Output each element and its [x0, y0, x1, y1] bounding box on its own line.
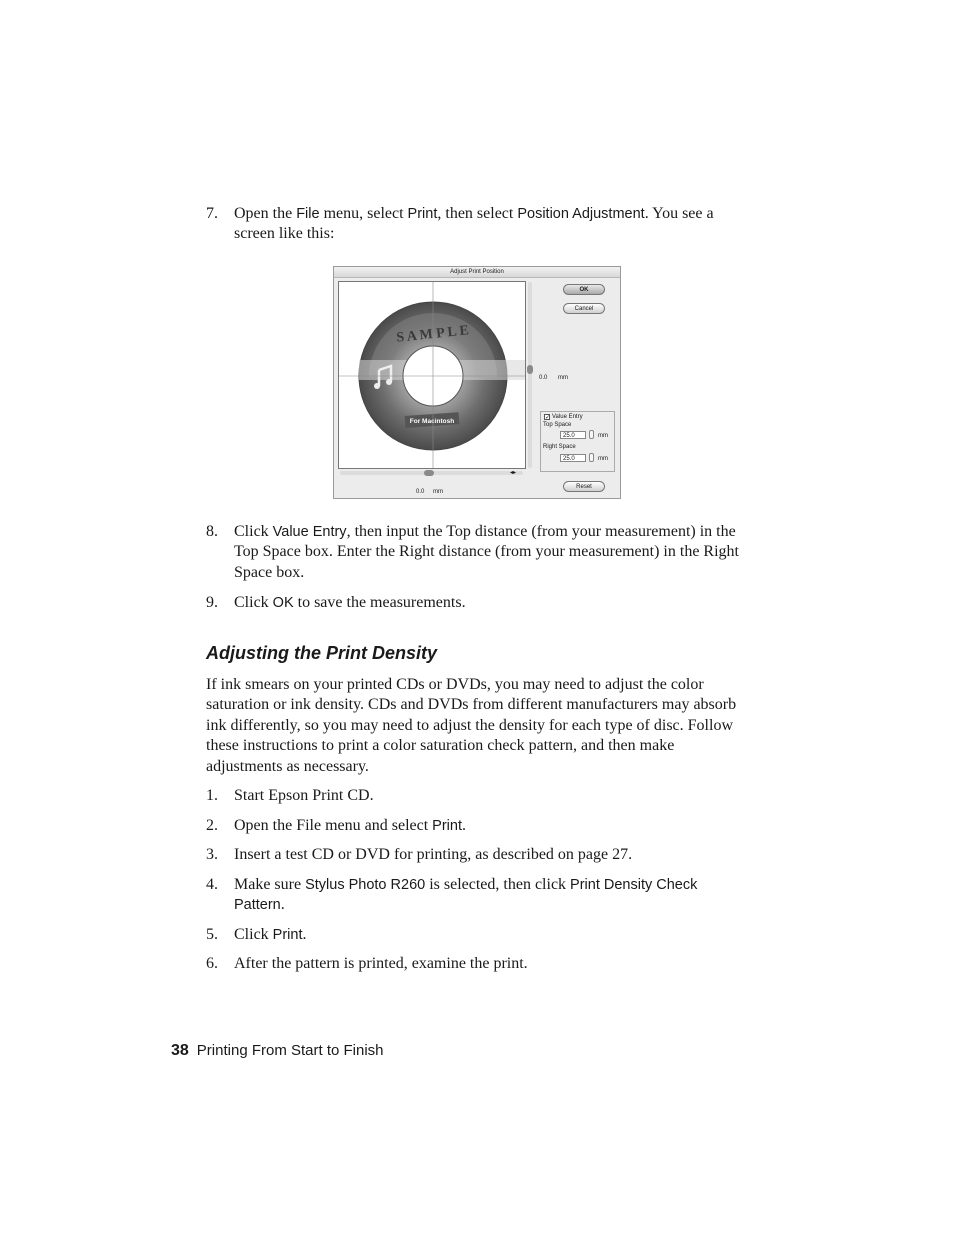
step-text: Start Epson Print CD.	[234, 787, 374, 804]
step-number: 9.	[206, 594, 218, 611]
top-space-label: Top Space	[543, 422, 572, 428]
step-8	[206, 522, 746, 583]
right-space-input[interactable]: 25.0	[560, 454, 586, 462]
step-text	[234, 593, 746, 613]
ui-term-print: Print	[407, 206, 438, 222]
ui-term-value-entry: Value Entry	[272, 524, 347, 540]
step-text	[234, 875, 746, 916]
intro-paragraph: If ink smears on your printed CDs or DVDs, you may need to adjust the color saturation or ink density. CDs and DVDs from different manufacturers may absorb ink differently, so you may need to adjust the density for each type of disc. Follow these instructions to print a color saturation check pattern, and then make adjustments as necessary.	[206, 676, 737, 775]
step-7	[206, 204, 746, 245]
text: menu, select	[319, 205, 408, 222]
text: .	[462, 817, 466, 834]
vertical-offset-value: 0.0	[539, 375, 548, 381]
ok-button[interactable]: OK	[563, 284, 605, 295]
section-heading: Adjusting the Print Density	[206, 643, 438, 663]
step-text	[234, 522, 746, 583]
text: .	[280, 896, 285, 914]
text: Open the File menu and select	[234, 817, 433, 834]
value-entry-group	[540, 411, 615, 472]
text: , then select	[437, 205, 518, 222]
step-text	[234, 925, 746, 945]
vertical-slider-thumb[interactable]	[527, 365, 533, 374]
ui-term-printer-model: Stylus Photo R260	[305, 877, 426, 893]
horizontal-slider[interactable]	[340, 471, 523, 475]
vertical-offset-unit: mm	[558, 375, 568, 381]
step-number: 4.	[206, 876, 218, 893]
ui-term-position-adjustment: Position Adjustment	[517, 206, 645, 222]
horizontal-offset-unit: mm	[433, 489, 443, 495]
adjust-print-position-dialog	[333, 266, 621, 499]
text: Make sure	[234, 876, 306, 893]
step-number: 8.	[206, 523, 218, 540]
horizontal-offset-value: 0.0	[416, 489, 425, 495]
slider-arrows-icon[interactable]: ◂▸	[510, 470, 517, 476]
text: to save the measurements.	[293, 594, 466, 611]
density-step-4	[206, 875, 746, 916]
density-step-2	[206, 816, 746, 836]
text: , then input the Top distance (from your measurement) in the Top Space box. Enter the Right distance (from your measurement) in the Right Space box.	[234, 523, 739, 581]
ui-term-print: Print	[432, 818, 462, 834]
ui-term-print: Print	[272, 927, 303, 943]
right-space-stepper[interactable]	[589, 453, 594, 462]
text: Click	[234, 523, 273, 540]
disc-label-text: For Macintosh	[409, 418, 455, 425]
text: . You see a screen like this:	[234, 205, 714, 243]
right-space-label: Right Space	[543, 444, 576, 450]
reset-button[interactable]: Reset	[563, 481, 605, 492]
text: .	[302, 926, 307, 943]
text: Open the	[234, 205, 297, 222]
step-text: After the pattern is printed, examine the print.	[234, 955, 528, 972]
top-space-unit: mm	[598, 433, 608, 439]
step-text	[234, 204, 746, 245]
page-footer	[171, 1042, 384, 1060]
footer-title: Printing From Start to Finish	[196, 1042, 384, 1059]
print-preview-canvas[interactable]	[338, 281, 526, 469]
step-text	[234, 816, 746, 836]
density-step-6	[206, 954, 746, 974]
text: Click	[234, 594, 273, 611]
vertical-slider[interactable]	[528, 282, 532, 468]
ui-term-ok: OK	[272, 595, 294, 611]
value-entry-label: Value Entry	[552, 414, 583, 420]
text: Click	[234, 926, 273, 943]
dialog-title: Adjust Print Position	[334, 267, 620, 278]
disc-sample-text: S A M P L E	[395, 323, 470, 346]
horizontal-slider-thumb[interactable]	[424, 470, 434, 476]
density-step-3	[206, 845, 746, 865]
step-number: 2.	[206, 817, 218, 834]
density-step-1	[206, 786, 746, 806]
ui-term-file: File	[296, 206, 320, 222]
step-number: 1.	[206, 787, 218, 804]
ui-term-density-pattern: Print Density Check Pattern	[234, 877, 698, 914]
step-text: Insert a test CD or DVD for printing, as described on page 27.	[234, 846, 633, 863]
step-number: 5.	[206, 926, 218, 943]
right-space-unit: mm	[598, 456, 608, 462]
cd-preview-graphic	[339, 282, 526, 469]
density-step-5	[206, 925, 746, 945]
text: is selected, then click	[425, 876, 571, 893]
page-number: 38	[171, 1042, 189, 1059]
top-space-input[interactable]: 25.0	[560, 431, 586, 439]
step-9	[206, 593, 746, 613]
top-space-stepper[interactable]	[589, 430, 594, 439]
step-number: 6.	[206, 955, 218, 972]
step-number: 7.	[206, 205, 218, 222]
step-number: 3.	[206, 846, 218, 863]
cancel-button[interactable]: Cancel	[563, 303, 605, 314]
value-entry-checkbox[interactable]: ✓	[545, 415, 551, 421]
